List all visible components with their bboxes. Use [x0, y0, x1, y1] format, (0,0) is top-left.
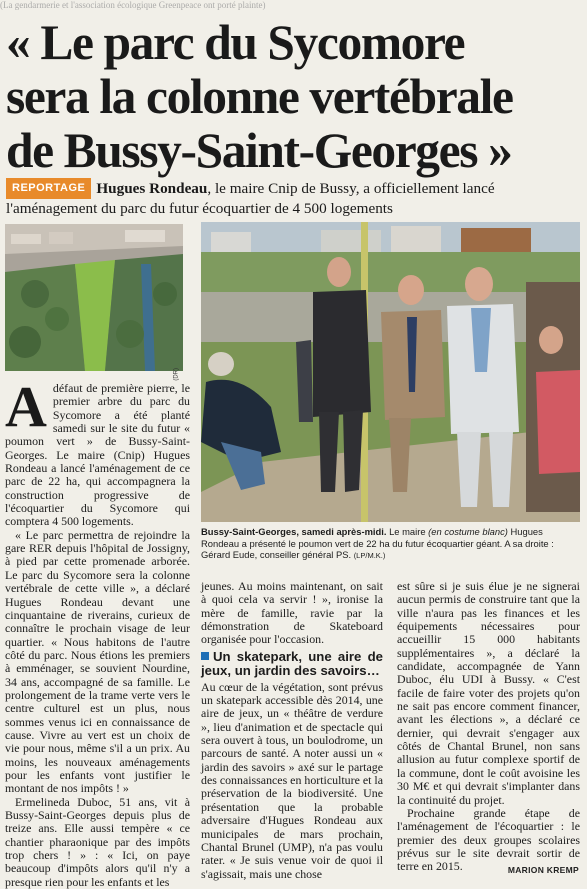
kicker-badge: REPORTAGE	[6, 178, 91, 199]
body-column-2	[201, 580, 383, 881]
tree-planting-photo-image	[201, 222, 580, 522]
body-column-3	[397, 580, 580, 874]
standfirst	[6, 178, 576, 218]
headline-line-2: sera la colonne vertébrale	[6, 69, 513, 124]
caption-credit: (LP/M.K.)	[353, 551, 386, 560]
headline-line-3: de Bussy-Saint-Georges »	[6, 123, 512, 178]
aerial-photo	[5, 224, 183, 381]
caption-text-a: Le maire	[386, 526, 429, 537]
photo-caption	[201, 526, 579, 562]
caption-lead: Bussy-Saint-Georges, samedi après-midi.	[201, 526, 387, 537]
author-signature: MARION KREMP	[507, 865, 579, 875]
headline-line-1: « Le parc du Sycomore	[6, 15, 465, 70]
body-column-1	[5, 374, 190, 889]
drop-cap: A	[5, 374, 47, 439]
caption-text-b: Hugues Rondeau a présenté le poumon vert de 22 ha du futur écoquartier géant. A sa droite : Gérard Eude, conseiller général PS.	[201, 526, 554, 560]
blue-square-icon	[201, 652, 209, 660]
paragraph: « Le parc permettra de rejoindre la gare RER depuis l'hôpital de Jossigny, à pied par cette promenade arborée. Le parc du Sycomore sera la colonne vertébrale de cette ville », a déclaré Hugues Rondeau devant une cinquantaine de riverains, curieux de connaître le prochain visage de leur quartier. « Nous habitons de l'autre côté du parc. Nous étions les premiers à emménager, se souvient Nourdine, 34 ans, accompagné de sa famille. Le prolongement de la trame verte vers le centre culturel est un plus, nous sommes venus ici en connaissance de cause. Vivre au vert est un choix de vie pour nous, même s'il a un prix. Au moins, les nouveaux aménagements pour les enfants vont justifier le montant de nos impôts ! »	[5, 527, 190, 796]
paragraph: jeunes. Au moins maintenant, on sait à quoi cela va servir ! », ironise la mère de famille, ravie par la démonstration de Skateboard organisée pour l'occasion.	[201, 579, 383, 647]
caption-italic: (en costume blanc)	[428, 526, 508, 537]
paragraph-text: défaut de première pierre, le premier arbre du parc du Sycomore a été planté samedi sur le site du futur « poumon vert » de Bussy-Saint-Georges. Le maire (Cnip) Hugues Rondeau a lancé l'aménagement de ce parc de 22 ha, qui accompagnera la construction progressive de l'écoquartier du Sycomore qui comptera 4 500 logements.	[5, 381, 190, 529]
subheading	[201, 650, 383, 679]
standfirst-bold: Hugues Rondeau	[96, 180, 208, 197]
paragraph: est sûre si je suis élue je ne signerai aucun permis de construire tant que la ville n'aura pas les finances et les équipements nécessaires pour accueillir 15 000 habitants supplémentaires », a déclaré la candidate, accompagnée de Yann Duboc, élu UDI à Bussy. « C'est facile de faire voter des projets qu'on ne sait pas encore comment financer, avant les élections », a déclaré ce dernier, qui devrait s'engager aux côtés de Chantal Brunel, non sans allusion au futur complexe sportif de la commune, dont le coût avoisine les 30 M€ et qui devrait s'implanter dans la continuité du projet.	[397, 579, 580, 807]
paragraph: Prochaine grande étape de l'aménagement de l'écoquartier : le premier des deux groupes scolaires prévus sur le site devrait sortir de terre en 2015.	[397, 805, 580, 874]
standfirst-text: , le maire Cnip de Bussy, a officiellement lancé	[207, 180, 495, 197]
paragraph: Ermelineda Duboc, 51 ans, vit à Bussy-Saint-Georges depuis plus de treize ans. Elle aussi tempère « ce chantier pharaonique par des impôts trop chers ! » : « Ici, on paye beaucoup d'impôts alors qu'il n'y a presque rien pour les enfants et les	[5, 794, 190, 889]
aerial-photo-image	[5, 224, 183, 371]
tree-planting-photo	[201, 222, 580, 522]
paragraph: Au cœur de la végétation, sont prévus un skatepark accessible dès 2014, une aire de jeux, un « théâtre de verdure », lieu d'animation et de spectacle qui sera ouvert à tous, un boulodrome, un parcours de santé. A noter aussi un « jardin des savoirs » axé sur le partage des connaissances en horticulture et la préservation de la biodiversité. Une présentation que la probable adversaire d'Hugues Rondeau aux municipales de mars prochain, Chantal Brunel (UMP), n'a pas voulu rater. « Je suis venue voir de quoi il s'agissait, mais une chose	[201, 679, 383, 881]
top-strip-text: (La gendarmerie et l'association écologique Greenpeace ont porté plainte)	[0, 0, 266, 10]
small-photo-credit: (DR)	[174, 368, 180, 381]
headline	[6, 16, 584, 178]
subheading-text: Un skatepark, une aire de jeux, un jardin des savoirs…	[201, 648, 383, 679]
standfirst-line-2: l'aménagement du parc du futur écoquartier de 4 500 logements	[6, 200, 393, 217]
